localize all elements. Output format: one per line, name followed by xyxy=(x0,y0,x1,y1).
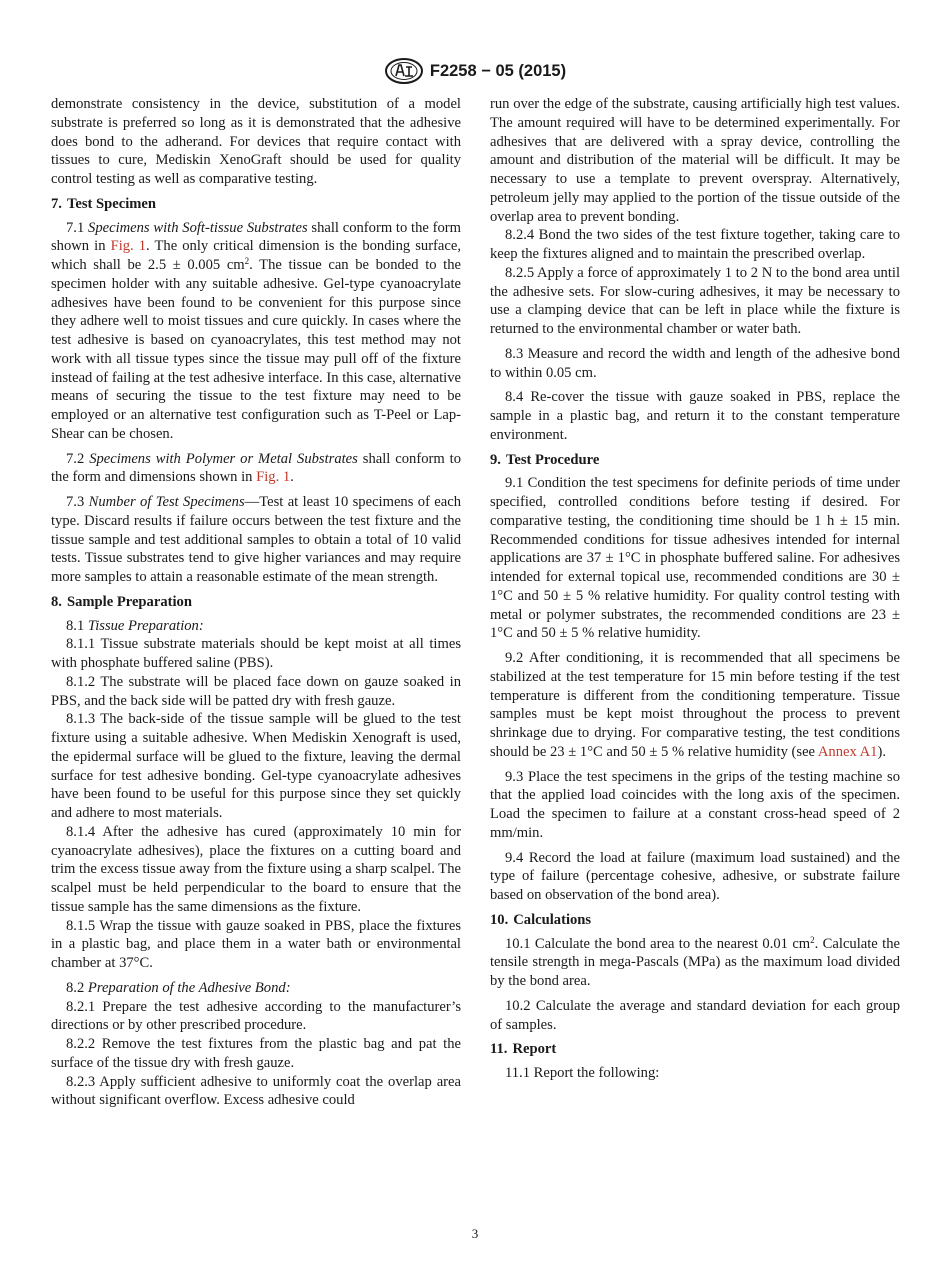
right-column xyxy=(490,95,900,1089)
document-title: F2258 − 05 (2015) xyxy=(429,61,567,80)
paragraph-8-1-2: 8.1.2 The substrate will be placed face down on gauze soaked in PBS, and the back side will be patted dry with fresh gauze. xyxy=(51,673,461,709)
paragraph-8-2-3-continued: run over the edge of the substrate, causing artificially high test values. The amount required will have to be determined experimentally. For adhesives that are delivered with a spray device, controlling the amount and distribution of the material will be difficult. It may be necessary to use a template to prevent overspray. Alternatively, petroleum jelly may applied to the portion of the tissue outside of the overlap area to prevent bonding. xyxy=(490,96,900,225)
paragraph-9-2: 9.2 After conditioning, it is recommended that all specimens be stabilized at the test temperature for 15 min before testing if the test temperature is different from the conditioning temperature. Tissue samples must be kept moist throughout the process to prevent shrinkage due to drying. For comparative testing, the test conditions should be 23 ± 1°C and 50 ± 5 % relative humidity (see Annex A1). xyxy=(490,650,900,760)
paragraph-8-4: 8.4 Re-cover the tissue with gauze soaked in PBS, replace the sample in a plastic bag, and return it to the constant temperature environment. xyxy=(490,389,900,443)
paragraph-8-2-4: 8.2.4 Bond the two sides of the test fixture together, taking care to keep the fixtures aligned and to maintain the prescribed overlap. xyxy=(490,227,900,262)
paragraph-8-2: 8.2 Preparation of the Adhesive Bond: xyxy=(66,979,291,996)
annex-a1-link[interactable]: Annex A1 xyxy=(817,743,878,760)
paragraph-10-1: 10.1 Calculate the bond area to the nearest 0.01 $cm^2$. Calculate the tensile strength in mega-Pascals (MPa) as the maximum load divided by the bond area. xyxy=(490,934,900,989)
paragraph-9-3: 9.3 Place the test specimens in the grips of the testing machine so that the applied load coincides with the long axis of the specimen. Load the specimen to failure at a constant cross-head speed of 2 mm/min. xyxy=(490,768,900,841)
paragraph-8-1-4: 8.1.4 After the adhesive has cured (approximately 10 min for cyanoacrylate adhesives), place the fixtures on a cutting board and trim the excess tissue away from the fixture using a sharp scalpel. The scalpel must be held perpendicular to the board to ensure that the tissue sample has the same dimensions as the fixture. xyxy=(51,823,461,915)
section-heading-10: 10. Calculations xyxy=(490,911,592,928)
page-number: 3 xyxy=(471,1226,479,1241)
astm-logo-icon xyxy=(384,57,424,85)
paragraph-8-2-1: 8.2.1 Prepare the test adhesive according to the manufacturer’s directions or by other prescribed procedure. xyxy=(51,998,461,1034)
paragraph-7-1: 7.1 Specimens with Soft-tissue Substrates shall conform to the form shown in Fig. 1. The only critical dimension is the bonding surface, which shall be 2.5 ± 0.005 $cm^2$. The tissue can be bonded to the specimen holder with any suitable adhesive. Gel-type cyanoacrylate adhesives have been found to be convenient for this purpose since they adhere well to moist tissues and cure quickly. In cases where the test adhesive is based on cyanoacrylates, this test method may not work with all tissue types since the tissue may pull off of the fixture instead of failing at the test adhesive interface. In this case, alternative means of securing the tissue to the test fixture may need to be employed or an alternative test configuration such as T-Peel or Lap-Shear can be chosen. xyxy=(51,219,461,442)
paragraph-8-3: 8.3 Measure and record the width and length of the adhesive bond to within 0.05 cm. xyxy=(490,345,900,381)
paragraph-10-2: 10.2 Calculate the average and standard deviation for each group of samples. xyxy=(490,997,900,1033)
fig-1-link[interactable]: Fig. 1 xyxy=(110,238,147,255)
paragraph-9-4: 9.4 Record the load at failure (maximum load sustained) and the type of failure (percentage cohesive, adhesive, or substrate failure based on observation of the bond area). xyxy=(490,849,900,903)
section-heading-9: 9. Test Procedure xyxy=(490,451,600,468)
paragraph-8-2-2: 8.2.2 Remove the test fixtures from the plastic bag and pat the surface of the tissue dry with fresh gauze. xyxy=(51,1036,461,1071)
left-column xyxy=(51,95,461,1110)
paragraph-7-2: 7.2 Specimens with Polymer or Metal Substrates shall conform to the form and dimensions shown in Fig. 1. xyxy=(51,450,461,486)
fig-1-link[interactable]: Fig. 1 xyxy=(256,469,291,486)
paragraph-8-1: 8.1 Tissue Preparation: xyxy=(66,617,204,634)
paragraph-9-1: 9.1 Condition the test specimens for definite periods of time under specified, controlled conditions before testing if desired. For comparative testing, the conditioning time should be 1 h ± 15 min. Recommended conditions for tissue adhesives intended for internal applications are 37 ± 1°C in phosphate buffered saline. For adhesives intended for external topical use, recommended conditions are 30 ± 1°C and 50 ± 5 % relative humidity. For quality control testing with metal or polymer substrates, the recommended conditions are 23 ± 1°C and 50 ± 5 % relative humidity. xyxy=(490,475,900,642)
paragraph-7-3: 7.3 Number of Test Specimens—Test at least 10 specimens of each type. Discard results if failure occurs between the test fixture and the tissue sample and test additional samples to obtain a total of 10 valid tests. Tissue substrates tend to give higher variances and may require more samples to attain a reasonable estimate of the mean strength. xyxy=(51,494,462,585)
section-heading-8: 8. Sample Preparation xyxy=(51,593,192,610)
paragraph-8-2-5: 8.2.5 Apply a force of approximately 1 to 2 N to the bond area until the adhesive sets. For slow-curing adhesives, it may be necessary to use a clamping device that can be left in place while the fixture is returned to the environmental chamber or water bath. xyxy=(490,264,900,337)
paragraph-8-1-5: 8.1.5 Wrap the tissue with gauze soaked in PBS, place the fixtures in a plastic bag, and place them in a water bath or environmental chamber at 37°C. xyxy=(51,917,461,971)
page-header xyxy=(0,56,950,86)
paragraph-8-1-1: 8.1.1 Tissue substrate materials should be kept moist at all times with phosphate buffered saline (PBS). xyxy=(51,636,461,671)
paragraph-11-1: 11.1 Report the following: xyxy=(505,1065,660,1081)
section-heading-7: 7. Test Specimen xyxy=(51,195,157,212)
paragraph-8-2-3: 8.2.3 Apply sufficient adhesive to uniformly coat the overlap area without significant overflow. Excess adhesive could xyxy=(51,1073,461,1109)
paragraph-8-1-3: 8.1.3 The back-side of the tissue sample will be glued to the test fixture using a suitable adhesive. When Mediskin Xenograft is used, the epidermal surface will be glued to the fixture, leaving the dermal surface for test adhesive bonding. Gel-type cyanoacrylate adhesives have been found to be useful for this purpose since they set quickly and adhere to most materials. xyxy=(51,711,461,821)
paragraph-continued: demonstrate consistency in the device, substitution of a model substrate is preferred so long as it is demonstrated that the adhesive does bond to the adherand. For devices that require contact with tissues to cure, Mediskin XenoGraft should be used for quality control testing as well as comparative testing. xyxy=(51,96,461,187)
section-heading-11: 11. Report xyxy=(490,1041,557,1058)
